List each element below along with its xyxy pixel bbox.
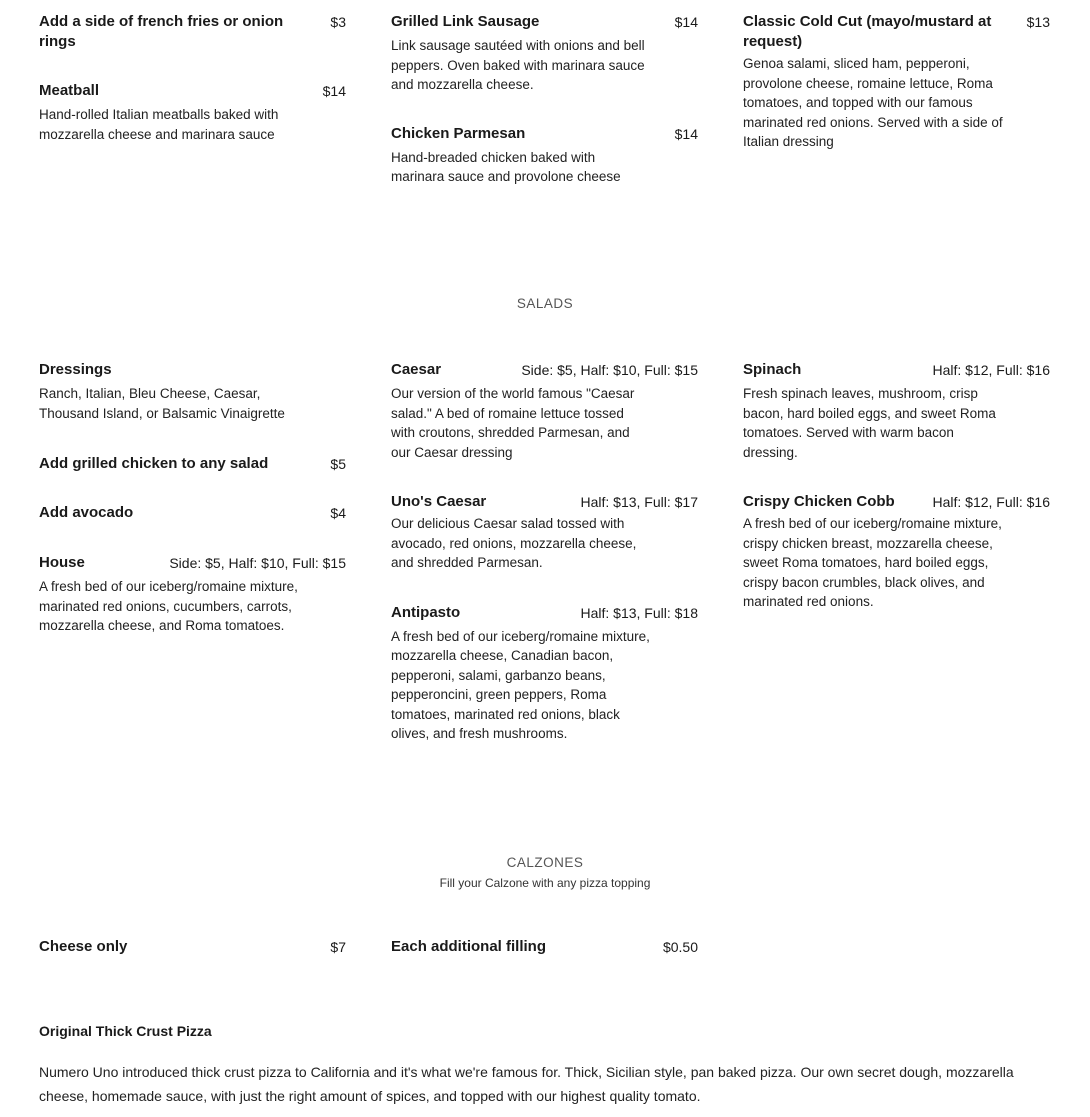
item-name: Crispy Chicken Cobb xyxy=(743,493,895,510)
menu-item xyxy=(39,12,346,52)
item-name: Classic Cold Cut (mayo/mustard at request) xyxy=(743,13,992,50)
menu-item xyxy=(39,360,346,423)
item-price: $5 xyxy=(330,456,346,472)
item-description: Fresh spinach leaves, mushroom, crisp bacon, hard boiled eggs, and sweet Roma tomatoes. Served with warm bacon dressing. xyxy=(743,386,996,460)
item-price: Half: $12, Full: $16 xyxy=(932,362,1050,378)
salads-col-3 xyxy=(743,360,1050,612)
menu-item xyxy=(391,603,698,744)
item-description: Our delicious Caesar salad tossed with avocado, red onions, mozzarella cheese, and shredded Parmesan. xyxy=(391,516,637,570)
salads-col-2 xyxy=(391,360,698,744)
salads-col-1 xyxy=(39,360,346,636)
item-name: Antipasto xyxy=(391,603,461,621)
item-price: Half: $12, Full: $16 xyxy=(932,494,1050,510)
item-description: Hand-rolled Italian meatballs baked with mozzarella cheese and marinara sauce xyxy=(39,107,279,142)
salads-section-title: SALADS xyxy=(516,296,574,311)
item-name: Caesar xyxy=(391,361,442,378)
top-col-3 xyxy=(743,12,1050,152)
item-name: Cheese only xyxy=(39,938,128,955)
menu-item xyxy=(391,360,698,462)
item-name: Meatball xyxy=(39,82,100,99)
item-description: Ranch, Italian, Bleu Cheese, Caesar, Thousand Island, or Balsamic Vinaigrette xyxy=(39,386,285,421)
menu-item xyxy=(39,553,346,636)
item-description: Our version of the world famous "Caesar salad." A bed of romaine lettuce tossed with croutons, shredded Parmesan, and our Caesar dressing xyxy=(391,386,635,460)
menu-item xyxy=(39,81,346,144)
item-name: Dressings xyxy=(39,361,112,378)
menu-item xyxy=(743,360,1050,462)
menu-item xyxy=(391,937,698,957)
item-price: Side: $5, Half: $10, Full: $15 xyxy=(521,362,698,378)
item-name: Add a side of french fries or onion rings xyxy=(39,13,284,50)
item-name: House xyxy=(39,554,85,571)
item-price: $4 xyxy=(330,505,346,521)
item-name: Uno's Caesar xyxy=(391,493,487,510)
pizza-description: Numero Uno introduced thick crust pizza to California and it's what we're famous for. Thick, Sicilian style, pan baked pizza. Our own secret dough, mozzarella cheese, homemade sauce, with just the right amount of spices, and topped with our highest quality tomato. xyxy=(39,1064,1014,1104)
menu-item xyxy=(391,492,698,573)
top-col-1 xyxy=(39,12,346,144)
calzones-subtitle: Fill your Calzone with any pizza topping xyxy=(439,876,651,890)
item-name: Chicken Parmesan xyxy=(391,124,526,142)
item-price: $0.50 xyxy=(662,939,698,955)
item-name: Add grilled chicken to any salad xyxy=(39,455,269,472)
item-description: A fresh bed of our iceberg/romaine mixture, marinated red onions, cucumbers, carrots, mozzarella cheese, and Roma tomatoes. xyxy=(39,579,298,633)
calzones-section-title: CALZONES xyxy=(506,855,584,870)
item-price: Half: $13, Full: $18 xyxy=(580,604,698,621)
item-name: Spinach xyxy=(743,361,802,378)
item-price: $3 xyxy=(330,14,346,30)
pizza-section-title: Original Thick Crust Pizza xyxy=(39,1023,212,1039)
item-price: $13 xyxy=(1026,14,1050,30)
item-description: A fresh bed of our iceberg/romaine mixture, mozzarella cheese, Canadian bacon, pepperoni, salami, garbanzo beans, pepperoncini, green peppers, Roma tomatoes, marinated red onions, black olives, and fresh mushrooms. xyxy=(391,628,650,741)
menu-item xyxy=(391,12,698,95)
item-price: $7 xyxy=(330,939,346,955)
item-price: Half: $13, Full: $17 xyxy=(580,494,698,510)
menu-item xyxy=(39,937,346,957)
calzones-col-2 xyxy=(391,937,698,957)
menu-item xyxy=(39,454,346,474)
item-description: A fresh bed of our iceberg/romaine mixture, crispy chicken breast, mozzarella cheese, sweet Roma tomatoes, hard boiled eggs, crispy bacon crumbles, black olives, and marinated red onions. xyxy=(743,516,1002,609)
item-name: Add avocado xyxy=(39,504,134,521)
item-price: Side: $5, Half: $10, Full: $15 xyxy=(169,555,346,571)
calzones-col-1 xyxy=(39,937,346,957)
item-description: Link sausage sautéed with onions and bell peppers. Oven baked with marinara sauce and mozzarella cheese. xyxy=(391,38,645,92)
menu-item xyxy=(39,503,346,523)
item-price: $14 xyxy=(674,14,698,30)
menu-item xyxy=(743,492,1050,612)
menu-item xyxy=(743,12,1050,152)
item-price: $14 xyxy=(322,83,346,99)
item-price: $14 xyxy=(674,125,698,142)
top-col-2 xyxy=(391,12,698,187)
item-name: Each additional filling xyxy=(391,938,547,955)
menu-item xyxy=(391,124,698,187)
item-description: Genoa salami, sliced ham, pepperoni, provolone cheese, romaine lettuce, Roma tomatoes, and topped with our famous marinated red onions. Served with a side of Italian dressing xyxy=(743,56,1003,149)
item-description: Hand-breaded chicken baked with marinara sauce and provolone cheese xyxy=(391,149,621,184)
item-name: Grilled Link Sausage xyxy=(391,13,540,30)
